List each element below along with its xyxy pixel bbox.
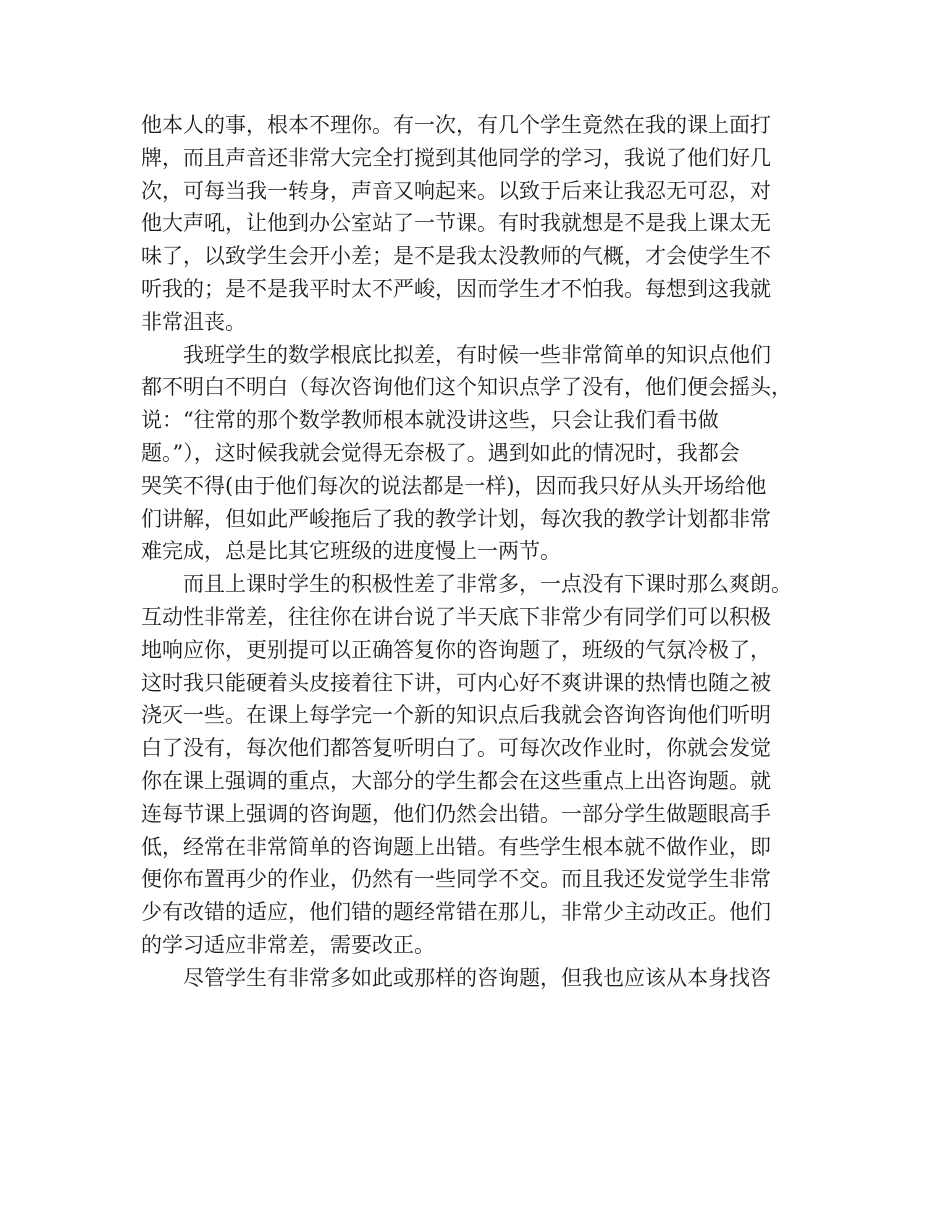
text-line: 便你布置再少的作业，仍然有一些同学不交。而且我还发觉学生非常 <box>141 867 771 892</box>
text-line: 都不明白不明白（每次咨询他们这个知识点学了没有，他们便会摇头， <box>141 375 792 400</box>
text-line: 地响应你，更别提可以正确答复你的咨询题了，班级的气氛冷极了， <box>141 637 771 662</box>
text-line: 的学习适应非常差，需要改正。 <box>141 932 435 957</box>
text-line: 少有改错的适应，他们错的题经常错在那儿，非常少主动改正。他们 <box>141 900 771 925</box>
text-line: 尽管学生有非常多如此或那样的咨询题，但我也应该从本身找咨 <box>183 965 771 990</box>
text-line: 牌，而且声音还非常大完全打搅到其他同学的学习，我说了他们好几 <box>141 145 771 170</box>
text-line: 说：“往常的那个数学教师根本就没讲这些，只会让我们看书做 <box>141 408 719 433</box>
text-line: 他大声吼，让他到办公室站了一节课。有时我就想是不是我上课太无 <box>141 211 771 236</box>
text-line: 白了没有，每次他们都答复听明白了。可每次改作业时，你就会发觉 <box>141 736 771 761</box>
text-line: 你在课上强调的重点，大部分的学生都会在这些重点上出咨询题。就 <box>141 768 771 793</box>
paragraph <box>141 109 813 339</box>
paragraph <box>141 568 813 962</box>
text-line: 而且上课时学生的积极性差了非常多，一点没有下课时那么爽朗。 <box>183 572 792 597</box>
text-line: 们讲解，但如此严峻拖后了我的教学计划，每次我的教学计划都非常 <box>141 506 771 531</box>
text-line: 难完成，总是比其它班级的进度慢上一两节。 <box>141 539 561 564</box>
text-line: 连每节课上强调的咨询题，他们仍然会出错。一部分学生做题眼高手 <box>141 801 771 826</box>
text-line: 哭笑不得(由于他们每次的说法都是一样)，因而我只好从头开场给他 <box>141 473 767 498</box>
paragraph <box>141 339 813 569</box>
text-line: 低，经常在非常简单的咨询题上出错。有些学生根本就不做作业，即 <box>141 834 771 859</box>
text-line: 题。”），这时候我就会觉得无奈极了。遇到如此的情况时，我都会 <box>141 440 740 465</box>
text-line: 我班学生的数学根底比拟差，有时候一些非常简单的知识点他们 <box>183 342 771 367</box>
text-line: 次，可每当我一转身，声音又响起来。以致于后来让我忍无可忍，对 <box>141 178 771 203</box>
document-body <box>141 109 813 995</box>
text-line: 听我的；是不是我平时太不严峻，因而学生才不怕我。每想到这我就 <box>141 276 771 301</box>
text-line: 浇灭一些。在课上每学完一个新的知识点后我就会咨询咨询他们听明 <box>141 703 771 728</box>
paragraph <box>141 962 813 995</box>
text-line: 他本人的事，根本不理你。有一次，有几个学生竟然在我的课上面打 <box>141 113 771 137</box>
text-line: 味了，以致学生会开小差；是不是我太没教师的气概，才会使学生不 <box>141 244 771 269</box>
text-line: 互动性非常差，往往你在讲台说了半天底下非常少有同学们可以积极 <box>141 604 771 629</box>
text-line: 这时我只能硬着头皮接着往下讲，可内心好不爽讲课的热情也随之被 <box>141 670 771 695</box>
text-line: 非常沮丧。 <box>141 309 246 334</box>
